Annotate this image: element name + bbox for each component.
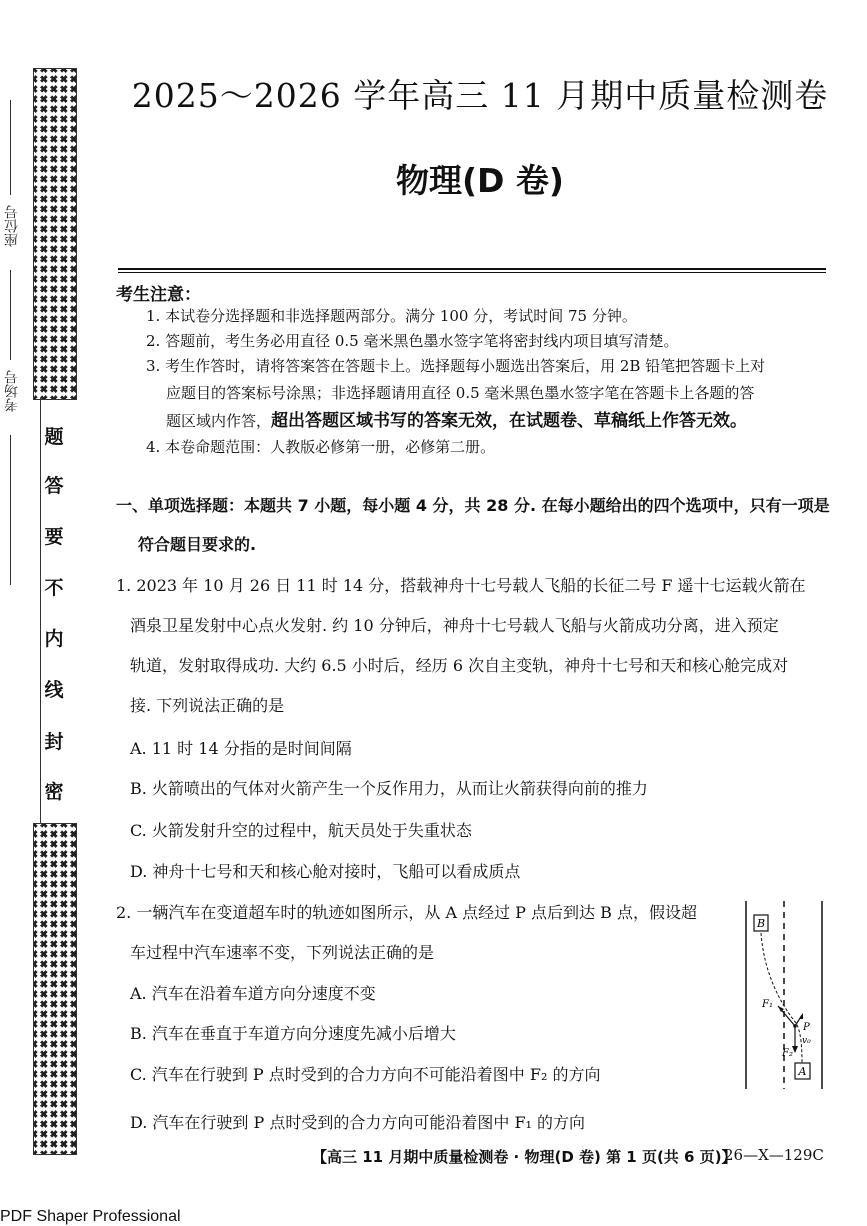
seat-number-blank <box>10 100 11 195</box>
seal-line <box>40 398 41 823</box>
question-2-option-b: B. 汽车在垂直于车道方向分速度先减小后增大 <box>130 1024 456 1043</box>
question-2-option-d: D. 汽车在行驶到 P 点时受到的合力方向可能沿着图中 F₁ 的方向 <box>130 1113 586 1132</box>
lane-change-figure <box>740 893 830 1093</box>
seal-pattern-top <box>33 68 77 400</box>
notice-item: 2. 答题前，考生务必用直径 0.5 毫米黑色墨水签字笔将密封线内项目填写清楚。 <box>146 332 679 350</box>
notice-item-emphasis <box>166 406 747 431</box>
question-2-stem: 2. 一辆汽车在变道超车时的轨迹如图所示，从 A 点经过 P 点后到达 B 点，假设超 <box>116 903 697 922</box>
question-1-stem: 酒泉卫星发射中心点火发射. 约 10 分钟后，神舟十七号载人飞船与火箭成功分离，进入预定 <box>130 616 779 635</box>
paper-code: 26—X—129C <box>724 1146 824 1164</box>
section-heading: 一、单项选择题：本题共 7 小题，每小题 4 分，共 28 分. 在每小题给出的四个选项中，只有一项是 <box>116 496 830 515</box>
point-p-dot <box>793 1024 797 1028</box>
seal-pattern-bottom <box>33 823 77 1155</box>
notice-item: 应题目的答案标号涂黑；非选择题请用直径 0.5 毫米黑色墨水签字笔在答题卡上各题的答 <box>166 384 755 402</box>
notice-item: 3. 考生作答时，请将答案答在答题卡上。选择题每小题选出答案后，用 2B 铅笔把答题卡上对 <box>146 357 766 375</box>
exam-room-blank <box>10 435 11 585</box>
point-p-label: P <box>803 1022 810 1033</box>
seat-number-label: 座位号 <box>4 205 20 247</box>
header-rule-thin <box>118 272 826 273</box>
question-1-option-d: D. 神舟十七号和天和核心舱对接时，飞船可以看成质点 <box>130 862 521 881</box>
seal-char: 要 <box>44 526 64 548</box>
seal-char: 线 <box>44 679 64 701</box>
question-2-stem: 车过程中汽车速率不变，下列说法正确的是 <box>130 943 435 962</box>
exam-room-label: 考场号 <box>4 370 20 412</box>
seal-char: 内 <box>44 628 64 650</box>
page-footer: 【高三 11 月期中质量检测卷 · 物理(D 卷) 第 1 页(共 6 页)】 <box>312 1148 737 1166</box>
notice-heading: 考生注意： <box>116 285 201 305</box>
question-1-stem: 接. 下列说法正确的是 <box>130 696 285 715</box>
question-1-option-c: C. 火箭发射升空的过程中，航天员处于失重状态 <box>130 821 472 840</box>
watermark: PDF Shaper Professional <box>0 1208 181 1225</box>
section-heading-cont: 符合题目要求的. <box>138 535 257 554</box>
force-f1-label: F₁ <box>762 999 773 1010</box>
force-f2-label: F₂ <box>782 1048 793 1059</box>
subject-title: 物理(D 卷) <box>395 161 565 200</box>
notice-bold: 超出答题区域书写的答案无效，在试题卷、草稿纸上作答无效。 <box>271 411 748 431</box>
question-2-option-a: A. 汽车在沿着车道方向分速度不变 <box>130 984 376 1003</box>
notice-plain: 题区域内作答， <box>166 412 272 430</box>
seal-char: 不 <box>44 577 64 599</box>
question-1-option-a: A. 11 时 14 分指的是时间间隔 <box>130 739 352 758</box>
exam-title: 2025～2026 学年高三 11 月期中质量检测卷 <box>131 76 829 115</box>
seal-char: 封 <box>44 731 64 753</box>
seal-char: 答 <box>44 475 64 497</box>
notice-item: 1. 本试卷分选择题和非选择题两部分。满分 100 分，考试时间 75 分钟。 <box>146 307 637 325</box>
notice-item: 4. 本卷命题范围：人教版必修第一册，必修第二册。 <box>146 438 496 456</box>
question-1-stem: 轨道，发射取得成功. 大约 6.5 小时后，经历 6 次自主变轨，神舟十七号和天和核心舱完成对 <box>130 656 789 675</box>
seal-char: 密 <box>44 781 64 803</box>
question-1-stem: 1. 2023 年 10 月 26 日 11 时 14 分，搭载神舟十七号载人飞船的长征二号 F 遥十七运载火箭在 <box>116 576 806 595</box>
header-rule <box>118 268 826 270</box>
seat-number-blank-2 <box>10 270 11 360</box>
point-a-label: A <box>798 1065 807 1078</box>
seal-char: 题 <box>44 426 64 448</box>
point-b-label: B <box>756 917 766 930</box>
question-2-option-c: C. 汽车在行驶到 P 点时受到的合力方向不可能沿着图中 F₂ 的方向 <box>130 1065 601 1084</box>
question-1-option-b: B. 火箭喷出的气体对火箭产生一个反作用力，从而让火箭获得向前的推力 <box>130 779 648 798</box>
velocity-label: v₀ <box>802 1036 811 1046</box>
